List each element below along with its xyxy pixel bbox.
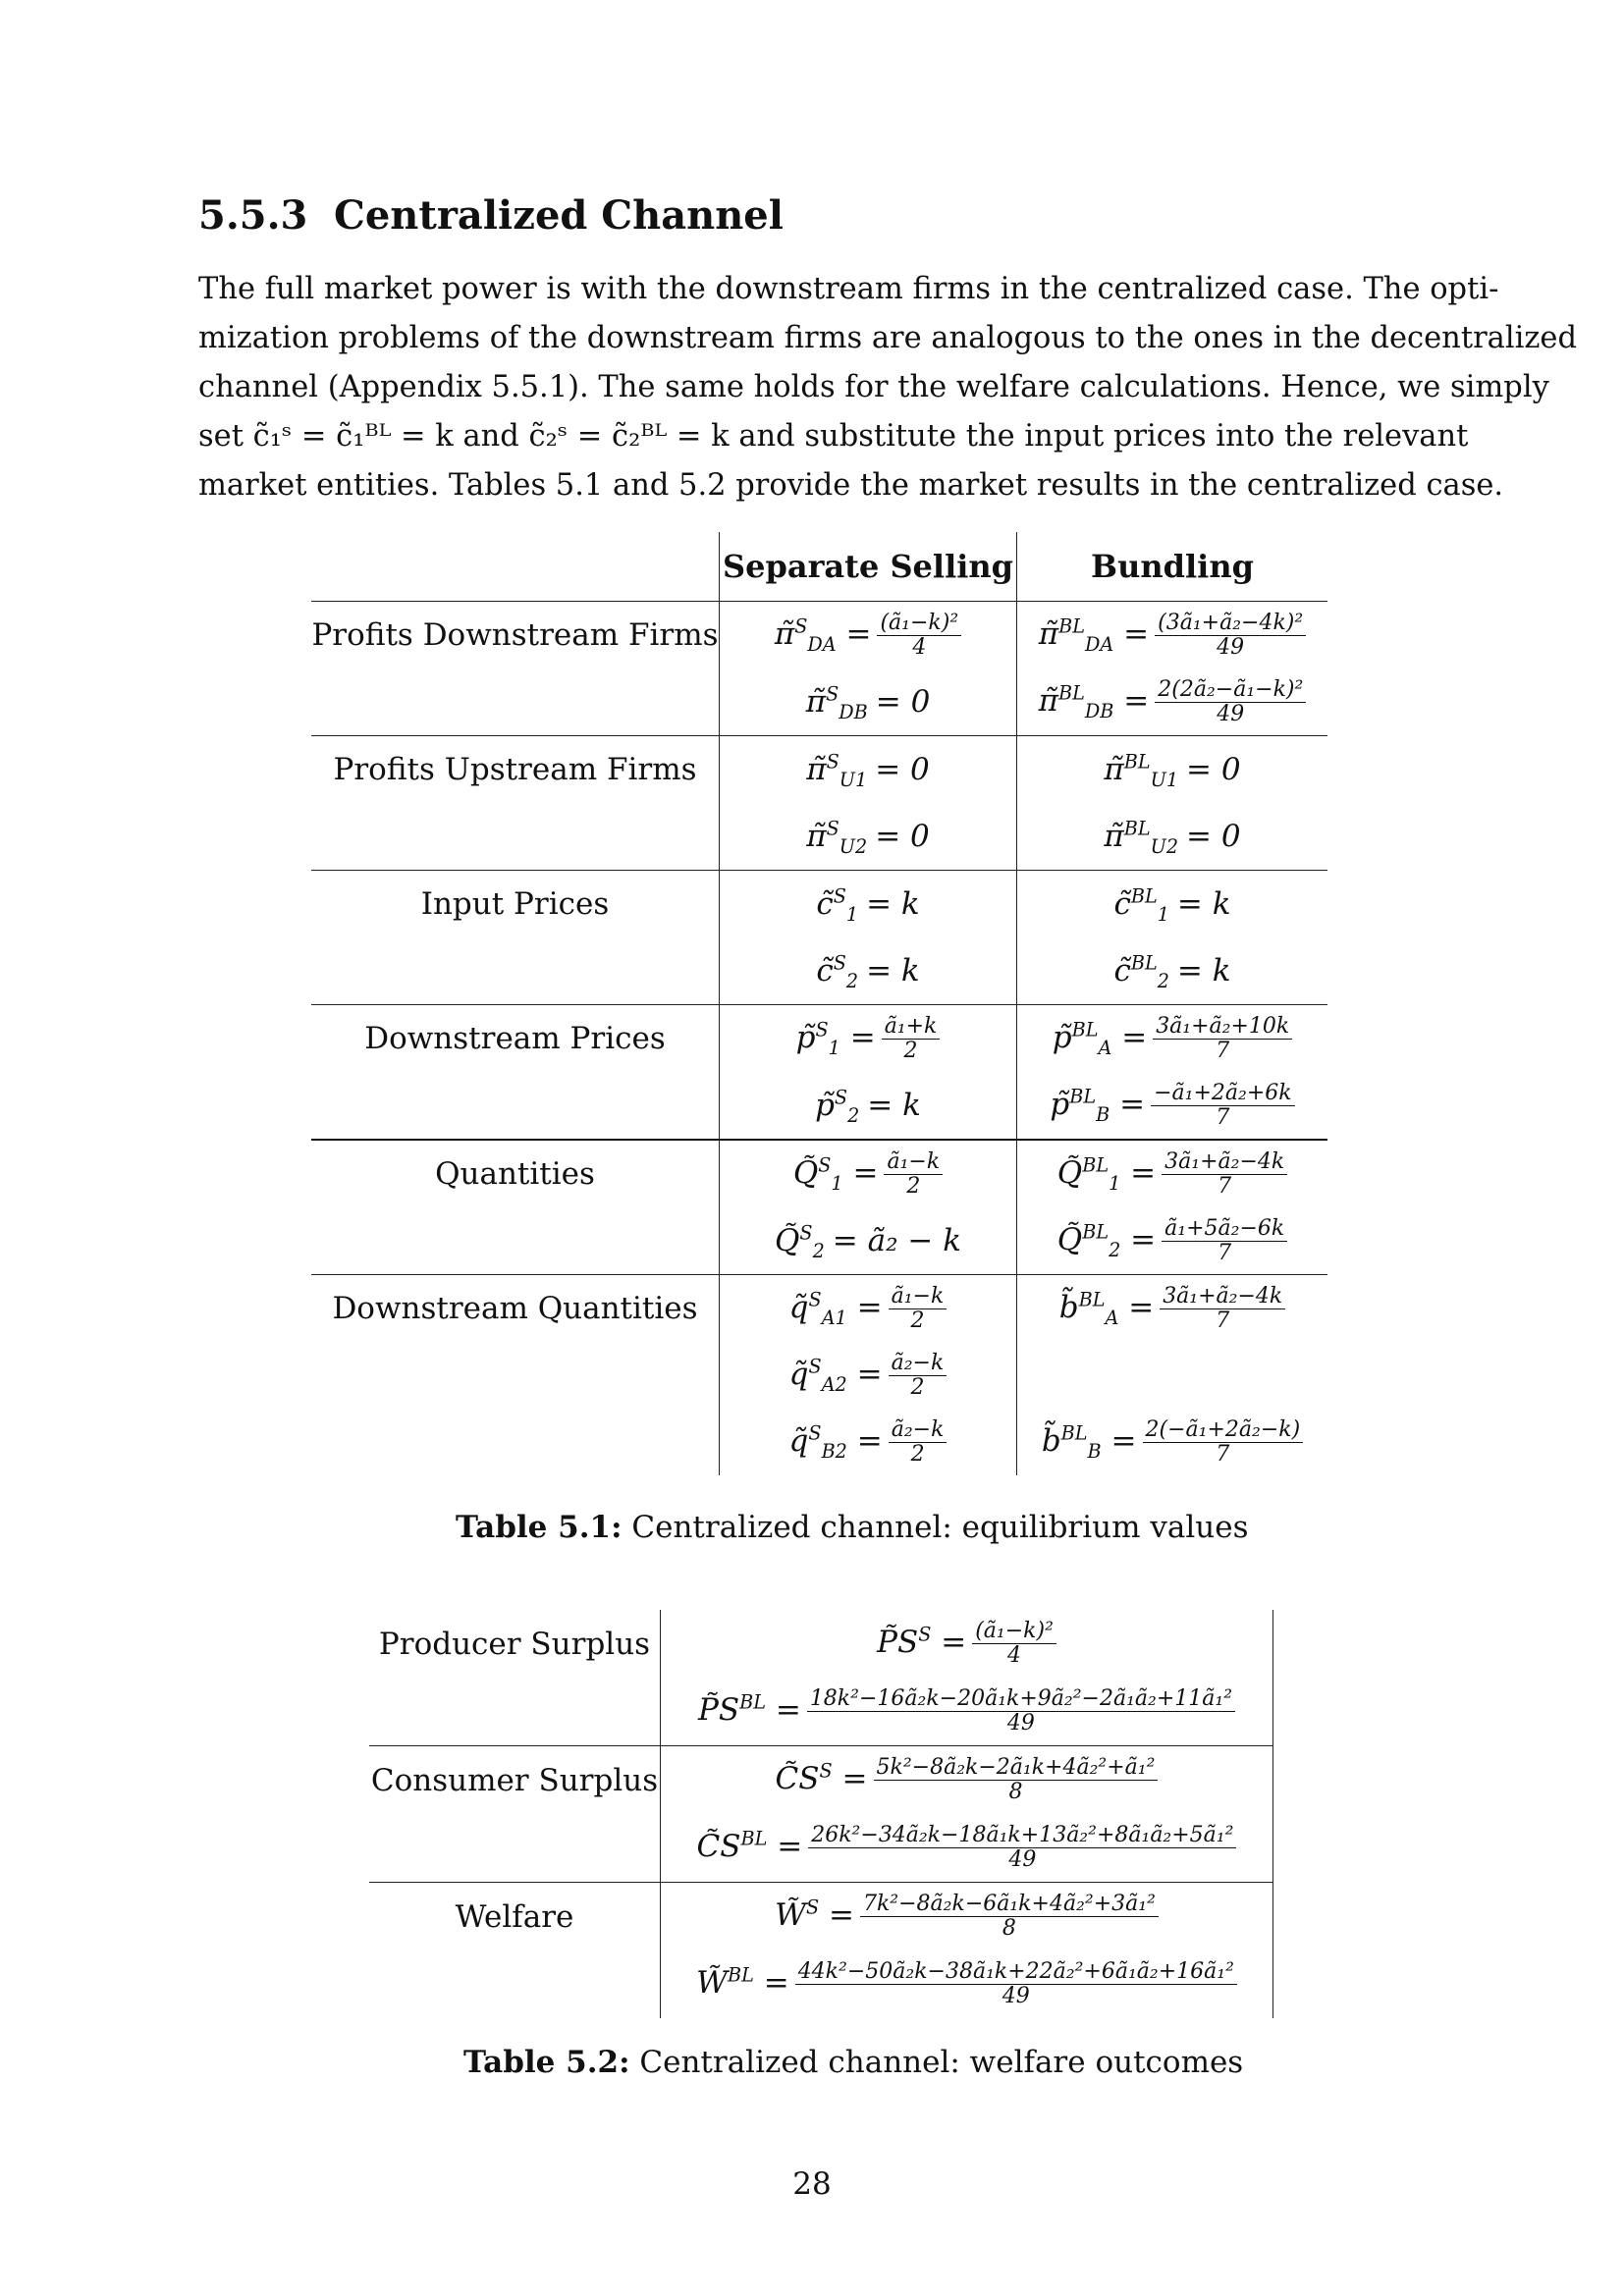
row-label: [311, 668, 720, 736]
equals-sign: =: [1120, 1221, 1157, 1257]
intro-paragraph: [198, 265, 1577, 510]
eq-superscript: BL: [1069, 1085, 1097, 1108]
equals-sign: =: [765, 1692, 801, 1728]
fraction: [889, 1285, 947, 1333]
numerator: 2(2ã₂−ã₁−k)²: [1155, 678, 1306, 703]
equation: [816, 951, 920, 993]
eq-symbol: π̃: [774, 615, 795, 652]
numerator: (ã₁−k)²: [877, 612, 961, 636]
equation: [697, 1686, 1235, 1735]
eq-superscript: S: [805, 1896, 820, 1919]
equals-sign: =: [836, 615, 872, 652]
equation: [815, 1086, 921, 1128]
denominator: 7: [1216, 1441, 1230, 1467]
table-row: [311, 803, 1327, 871]
numerator: 3ã₁+ã₂−4k: [1160, 1285, 1285, 1309]
eq-subscript: 1: [845, 903, 859, 927]
eq-value: = 0: [1186, 819, 1241, 854]
welfare-cell: [661, 1950, 1273, 2018]
paragraph-line: mization problems of the downstream firms are analogous to the ones in the decentralized: [198, 321, 1577, 355]
fraction: [884, 1150, 943, 1199]
table-row: [311, 736, 1327, 804]
eq-symbol: W̃: [696, 1965, 728, 2001]
bundling-cell: [1017, 668, 1328, 736]
eq-superscript: BL: [1071, 1018, 1099, 1041]
equals-sign: =: [1101, 1422, 1137, 1459]
equation: [788, 1283, 947, 1333]
eq-subscript: B2: [821, 1439, 847, 1463]
row-label: Profits Upstream Firms: [311, 736, 720, 804]
caption-label: Table 5.2:: [463, 2045, 630, 2080]
eq-symbol: p̃: [1050, 1086, 1070, 1122]
table-row: [311, 1207, 1327, 1275]
paragraph-line: market entities. Tables 5.1 and 5.2 provide the market results in the centralized case.: [198, 468, 1504, 503]
separate-selling-cell: [720, 1342, 1017, 1409]
bundling-cell: [1017, 803, 1328, 871]
equation: [774, 610, 961, 660]
section-title: Centralized Channel: [334, 192, 784, 239]
caption-label: Table 5.1:: [456, 1510, 623, 1545]
eq-superscript: BL: [1058, 681, 1085, 705]
eq-symbol: p̃: [1052, 1019, 1072, 1055]
denominator: 7: [1218, 1173, 1232, 1199]
eq-subscript: A2: [821, 1372, 847, 1396]
eq-value: = 0: [1186, 752, 1241, 787]
equation: [1050, 1080, 1294, 1130]
fraction: [1155, 678, 1306, 726]
separate-selling-cell: [720, 803, 1017, 871]
fraction: [807, 1687, 1235, 1735]
eq-symbol: C̃S: [696, 1829, 741, 1864]
equals-sign: =: [1111, 1019, 1148, 1055]
equals-sign: =: [753, 1965, 789, 2001]
eq-subscript: A: [1098, 1036, 1112, 1059]
bundling-cell: [1017, 1275, 1328, 1343]
bundling-cell: [1017, 1005, 1328, 1073]
row-label: Input Prices: [311, 871, 720, 938]
eq-subscript: U2: [839, 835, 868, 859]
welfare-cell: [661, 1883, 1273, 1951]
eq-symbol: π̃: [805, 684, 827, 720]
eq-superscript: BL: [727, 1963, 754, 1987]
numerator: ã₁+k: [882, 1015, 941, 1040]
eq-superscript: S: [808, 1355, 822, 1378]
equation: [805, 682, 931, 724]
eq-superscript: S: [826, 682, 839, 706]
welfare-table: [369, 1610, 1273, 2018]
numerator: 18k²−16ã₂k−20ã₁k+9ã₂²−2ã₁ã₂+11ã₁²: [807, 1687, 1235, 1712]
eq-superscript: BL: [1058, 614, 1086, 638]
welfare-cell: [661, 1678, 1273, 1746]
equation: [788, 1350, 947, 1400]
equals-sign: =: [1118, 1289, 1155, 1325]
eq-subscript: A1: [821, 1306, 847, 1329]
fraction: [1160, 1285, 1285, 1333]
table-row: [311, 1140, 1327, 1207]
eq-subscript: U1: [1150, 769, 1179, 792]
eq-symbol: π̃: [1038, 682, 1059, 719]
eq-superscript: BL: [1078, 1288, 1106, 1311]
row-label: Producer Surplus: [378, 1626, 651, 1662]
table-row: [311, 871, 1327, 938]
eq-value: = 0: [875, 819, 930, 854]
eq-superscript: S: [833, 951, 846, 975]
table-row: [311, 1409, 1327, 1475]
fraction: [877, 612, 961, 660]
denominator: 49: [1008, 1847, 1037, 1872]
eq-symbol: π̃: [1104, 752, 1124, 787]
fraction: [1151, 1082, 1295, 1130]
eq-subscript: DA: [1085, 632, 1114, 656]
paragraph-line: The full market power is with the downstream firms in the centralized case. The opti-: [198, 272, 1499, 306]
numerator: (ã₁−k)²: [972, 1620, 1056, 1644]
denominator: 8: [1008, 1780, 1023, 1804]
eq-value: = 0: [875, 684, 931, 720]
denominator: 49: [1001, 1984, 1030, 2008]
denominator: 7: [1218, 1240, 1232, 1265]
eq-subscript: 1: [1109, 1171, 1121, 1195]
table-row: [369, 1814, 1273, 1883]
row-label: [311, 1072, 720, 1140]
separate-selling-cell: [720, 871, 1017, 938]
denominator: 2: [910, 1308, 925, 1333]
row-label: [369, 1814, 661, 1883]
equation: [877, 1619, 1056, 1668]
equation: [1113, 951, 1231, 993]
denominator: 2: [903, 1038, 918, 1063]
welfare-cell: [661, 1610, 1273, 1678]
eq-superscript: S: [815, 1018, 829, 1041]
row-label: [311, 937, 720, 1005]
numerator: 3ã₁+ã₂−4k: [1162, 1150, 1287, 1175]
eq-symbol: P̃S: [877, 1625, 919, 1660]
row-label: [311, 1207, 720, 1275]
equals-sign: =: [1120, 1154, 1157, 1191]
header-separate-selling: Separate Selling: [720, 532, 1017, 602]
eq-symbol: b̃: [1058, 1289, 1079, 1325]
equals-sign: =: [832, 1761, 868, 1796]
equation: [775, 1755, 1159, 1804]
eq-symbol: C̃S: [775, 1761, 820, 1796]
equation: [696, 1959, 1237, 2008]
eq-subscript: B: [1096, 1102, 1110, 1126]
eq-superscript: S: [819, 1759, 833, 1783]
numerator: 7k²−8ã₂k−6ã₁k+4ã₂²+3ã₁²: [860, 1893, 1159, 1917]
table-row: [311, 1005, 1327, 1073]
equals-sign: =: [846, 1422, 883, 1459]
bundling-cell: [1017, 736, 1328, 804]
fraction: [1162, 1150, 1287, 1199]
fraction: [1153, 1015, 1292, 1063]
equation: [775, 1892, 1159, 1941]
eq-symbol: c̃: [816, 886, 834, 922]
row-label: [369, 1950, 661, 2018]
equation: [696, 1823, 1237, 1872]
fraction: [1162, 1217, 1287, 1265]
eq-superscript: S: [826, 817, 839, 840]
separate-selling-cell: [720, 1140, 1017, 1207]
eq-superscript: BL: [1082, 1220, 1110, 1244]
numerator: 3ã₁+ã₂+10k: [1153, 1015, 1292, 1040]
denominator: 7: [1216, 1308, 1230, 1333]
eq-symbol: q̃: [788, 1422, 809, 1459]
eq-superscript: S: [808, 1288, 822, 1311]
eq-superscript: BL: [1123, 750, 1151, 774]
equation: [788, 1416, 947, 1467]
eq-value: = k: [866, 886, 920, 922]
fraction: [860, 1893, 1159, 1941]
eq-subscript: 2: [847, 1104, 860, 1128]
fraction: [808, 1824, 1236, 1872]
numerator: 2(−ã₁+2ã₂−k): [1143, 1418, 1304, 1443]
eq-superscript: BL: [1060, 1421, 1088, 1445]
numerator: −ã₁+2ã₂+6k: [1151, 1082, 1295, 1106]
equation: [806, 817, 930, 859]
eq-symbol: W̃: [775, 1897, 806, 1933]
eq-subscript: U2: [1150, 835, 1179, 859]
paragraph-line: set c̃₁ˢ = c̃₁ᴮᴸ = k and c̃₂ˢ = c̃₂ᴮᴸ = k and substitute the input prices into the relevant: [198, 419, 1469, 454]
numerator: (3ã₁+ã₂−4k)²: [1155, 612, 1306, 636]
row-label: Quantities: [311, 1140, 720, 1207]
table-row: [369, 1678, 1273, 1746]
eq-superscript: BL: [739, 1690, 766, 1714]
equation: [1041, 1416, 1303, 1467]
eq-symbol: c̃: [1113, 886, 1131, 922]
eq-symbol: Q̃: [1056, 1221, 1083, 1257]
eq-symbol: π̃: [1104, 819, 1124, 854]
bundling-cell: [1017, 602, 1328, 669]
table-row: [369, 1610, 1273, 1678]
equation: [774, 1221, 961, 1263]
bundling-cell: [1017, 871, 1328, 938]
separate-selling-cell: [720, 1207, 1017, 1275]
table-row: [311, 1072, 1327, 1140]
fraction: [1143, 1418, 1304, 1467]
equals-sign: =: [1113, 615, 1150, 652]
equals-sign: =: [931, 1625, 967, 1660]
eq-superscript: S: [834, 1086, 848, 1109]
eq-subscript: 1: [831, 1171, 843, 1195]
eq-symbol: p̃: [795, 1019, 816, 1055]
table-row: [311, 937, 1327, 1005]
page-number: 28: [792, 2166, 832, 2202]
eq-symbol: π̃: [1038, 615, 1059, 652]
eq-symbol: c̃: [1113, 953, 1131, 988]
numerator: ã₂−k: [889, 1418, 947, 1443]
eq-symbol: c̃: [816, 953, 834, 988]
row-label: [311, 803, 720, 871]
eq-value: = ã₂ − k: [832, 1223, 961, 1258]
fraction: [889, 1418, 947, 1467]
caption-text: Centralized channel: welfare outcomes: [639, 2045, 1244, 2080]
eq-superscript: S: [794, 614, 808, 638]
header-bundling: Bundling: [1017, 532, 1328, 602]
equation: [792, 1148, 943, 1199]
eq-subscript: DB: [839, 701, 868, 724]
eq-symbol: b̃: [1041, 1422, 1061, 1459]
table-row: [311, 602, 1327, 669]
denominator: 2: [906, 1173, 921, 1199]
separate-selling-cell: [720, 1409, 1017, 1475]
numerator: 26k²−34ã₂k−18ã₁k+13ã₂²+8ã₁ã₂+5ã₁²: [808, 1824, 1236, 1848]
fraction: [972, 1620, 1056, 1668]
equals-sign: =: [1113, 682, 1150, 719]
eq-superscript: BL: [1130, 884, 1158, 908]
fraction: [882, 1015, 941, 1063]
row-label: Downstream Prices: [311, 1005, 720, 1073]
eq-superscript: S: [799, 1221, 813, 1245]
bundling-cell: [1017, 1140, 1328, 1207]
fraction: [874, 1756, 1159, 1804]
eq-superscript: S: [826, 750, 839, 774]
bundling-cell: [1017, 1409, 1328, 1475]
eq-superscript: S: [918, 1623, 932, 1646]
eq-symbol: P̃S: [697, 1692, 740, 1728]
eq-superscript: S: [808, 1421, 822, 1445]
bundling-cell: [1017, 1072, 1328, 1140]
separate-selling-cell: [720, 1275, 1017, 1343]
section-heading: [198, 192, 784, 239]
eq-value: = k: [867, 1088, 921, 1123]
eq-symbol: Q̃: [774, 1223, 800, 1258]
equals-sign: =: [842, 1154, 879, 1191]
eq-value: = 0: [875, 752, 930, 787]
equals-sign: =: [1110, 1086, 1146, 1122]
row-label: [311, 1409, 720, 1475]
eq-symbol: p̃: [815, 1088, 835, 1123]
equation: [1038, 676, 1307, 726]
equilibrium-table: [311, 532, 1327, 1475]
row-label: Profits Downstream Firms: [311, 602, 720, 669]
eq-symbol: q̃: [788, 1356, 809, 1392]
table-row: [311, 1342, 1327, 1409]
table2-caption: [463, 2045, 1243, 2080]
separate-selling-cell: [720, 736, 1017, 804]
eq-subscript: A: [1105, 1306, 1119, 1329]
equation: [795, 1013, 941, 1063]
denominator: 7: [1216, 1038, 1230, 1063]
numerator: ã₁−k: [884, 1150, 943, 1175]
eq-symbol: π̃: [806, 819, 827, 854]
fraction: [889, 1352, 947, 1400]
eq-subscript: 2: [812, 1240, 825, 1263]
eq-superscript: BL: [1082, 1153, 1110, 1177]
row-label: [311, 1342, 720, 1409]
eq-subscript: DB: [1084, 699, 1114, 722]
row-label: [369, 1678, 661, 1746]
numerator: ã₁+5ã₂−6k: [1162, 1217, 1287, 1242]
separate-selling-cell: [720, 937, 1017, 1005]
eq-superscript: S: [833, 884, 846, 908]
bundling-cell: [1017, 1207, 1328, 1275]
numerator: 5k²−8ã₂k−2ã₁k+4ã₂²+ã₁²: [874, 1756, 1159, 1781]
table-row: [311, 1275, 1327, 1343]
equals-sign: =: [767, 1829, 803, 1864]
eq-subscript: U1: [839, 769, 868, 792]
caption-text: Centralized channel: equilibrium values: [631, 1510, 1249, 1545]
table-row: [369, 1950, 1273, 2018]
equals-sign: =: [839, 1019, 876, 1055]
eq-superscript: S: [818, 1153, 832, 1177]
equation: [816, 884, 920, 927]
separate-selling-cell: [720, 602, 1017, 669]
denominator: 4: [1007, 1643, 1022, 1668]
equation: [1038, 610, 1306, 660]
separate-selling-cell: [720, 668, 1017, 736]
equation: [1113, 884, 1231, 927]
denominator: 8: [1001, 1916, 1016, 1941]
equation: [806, 750, 930, 792]
denominator: 4: [912, 634, 927, 660]
eq-symbol: Q̃: [792, 1154, 819, 1191]
denominator: 49: [1217, 634, 1245, 660]
bundling-cell: [1017, 1342, 1328, 1409]
eq-symbol: Q̃: [1056, 1154, 1083, 1191]
section-number: 5.5.3: [198, 192, 308, 239]
eq-subscript: 1: [828, 1036, 840, 1059]
denominator: 2: [910, 1374, 925, 1400]
equation: [1056, 1215, 1287, 1265]
eq-symbol: q̃: [788, 1289, 809, 1325]
welfare-cell: [661, 1746, 1273, 1815]
equation: [1058, 1283, 1286, 1333]
denominator: 49: [1217, 701, 1245, 726]
equals-sign: =: [846, 1289, 883, 1325]
equation: [1104, 817, 1241, 859]
table-row: [311, 668, 1327, 736]
table1-caption: [456, 1510, 1249, 1545]
row-label: Welfare: [369, 1883, 661, 1951]
equation: [1052, 1013, 1293, 1063]
fraction: [1155, 612, 1306, 660]
eq-subscript: B: [1087, 1439, 1102, 1463]
eq-superscript: BL: [1123, 817, 1151, 840]
row-label: Consumer Surplus: [369, 1746, 661, 1815]
eq-superscript: BL: [740, 1827, 768, 1850]
numerator: 44k²−50ã₂k−38ã₁k+22ã₂²+6ã₁ã₂+16ã₁²: [795, 1960, 1237, 1985]
eq-symbol: π̃: [806, 752, 827, 787]
equation: [1056, 1148, 1287, 1199]
eq-subscript: DA: [807, 632, 837, 656]
table-row: [369, 1746, 1273, 1815]
eq-subscript: 1: [1157, 903, 1169, 927]
equals-sign: =: [819, 1897, 854, 1933]
fraction: [795, 1960, 1237, 2008]
numerator: ã₁−k: [889, 1285, 947, 1309]
welfare-cell: [661, 1814, 1273, 1883]
separate-selling-cell: [720, 1072, 1017, 1140]
denominator: 49: [1006, 1711, 1035, 1735]
separate-selling-cell: [720, 1005, 1017, 1073]
eq-superscript: BL: [1130, 951, 1158, 975]
denominator: 2: [910, 1441, 925, 1467]
eq-value: = k: [1176, 886, 1231, 922]
equals-sign: =: [846, 1356, 883, 1392]
paragraph-line: channel (Appendix 5.5.1). The same holds for the welfare calculations. Hence, we simply: [198, 370, 1549, 404]
denominator: 7: [1216, 1104, 1230, 1130]
eq-subscript: 2: [845, 970, 859, 993]
table-row: [369, 1883, 1273, 1951]
eq-value: = k: [866, 953, 920, 988]
eq-subscript: 2: [1157, 970, 1169, 993]
equation: [1104, 750, 1241, 792]
eq-subscript: 2: [1109, 1238, 1121, 1261]
row-label: Downstream Quantities: [311, 1275, 720, 1343]
bundling-cell: [1017, 937, 1328, 1005]
eq-value: = k: [1176, 953, 1231, 988]
numerator: ã₂−k: [889, 1352, 947, 1376]
